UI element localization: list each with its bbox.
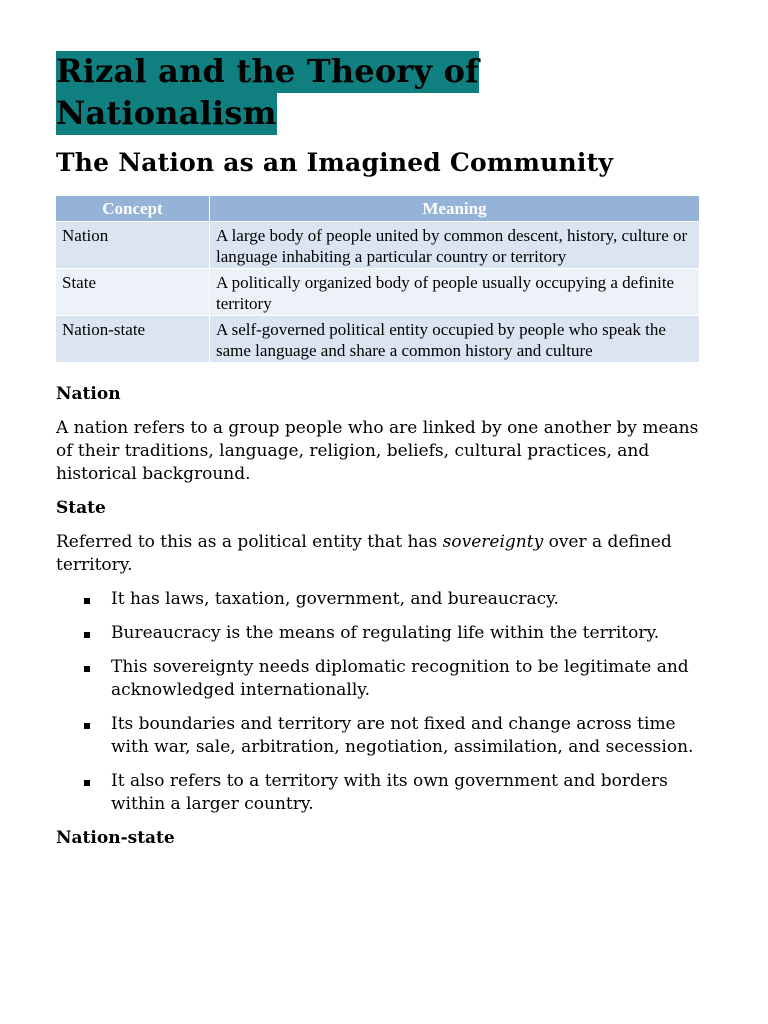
document-title — [56, 50, 716, 134]
table-row — [56, 316, 699, 363]
table-header-row — [56, 196, 699, 222]
nation-state-heading: Nation-state — [56, 828, 175, 848]
document-subtitle: The Nation as an Imagined Community — [56, 148, 614, 177]
state-body-start: Referred to this as a political entity that has — [56, 532, 443, 552]
concept-table — [56, 196, 699, 363]
list-item-text: Its boundaries and territory are not fixed and change across time with war, sale, arbitration, negotiation, assimilation, and secession. — [111, 714, 694, 757]
nation-state-section — [56, 827, 716, 850]
list-item-text: This sovereignty needs diplomatic recognition to be legitimate and acknowledged internationally. — [111, 657, 689, 700]
state-body-end: over a defined territory. — [56, 532, 672, 575]
header-concept: Concept — [56, 196, 210, 222]
concept-cell: State — [56, 269, 210, 316]
header-meaning: Meaning — [210, 196, 700, 222]
list-item — [56, 770, 716, 816]
table-row — [56, 269, 699, 316]
document-page — [56, 50, 716, 850]
list-item-text: It also refers to a territory with its own government and borders within a larger country. — [111, 771, 668, 814]
state-body — [56, 531, 716, 577]
title-line-1: Rizal and the Theory of — [56, 51, 479, 93]
meaning-cell: A politically organized body of people usually occupying a definite territory — [210, 269, 700, 316]
bullet-square-icon — [84, 780, 90, 786]
table-row — [56, 222, 699, 269]
list-item — [56, 713, 716, 759]
list-item — [56, 588, 716, 611]
list-item — [56, 656, 716, 702]
bullet-square-icon — [84, 723, 90, 729]
state-bullet-list — [56, 588, 716, 816]
state-section — [56, 497, 716, 816]
title-line-2: Nationalism — [56, 93, 277, 135]
concept-cell: Nation — [56, 222, 210, 269]
concept-cell: Nation-state — [56, 316, 210, 363]
meaning-cell: A self-governed political entity occupied by people who speak the same language and share a common history and culture — [210, 316, 700, 363]
bullet-square-icon — [84, 598, 90, 604]
list-item-text: It has laws, taxation, government, and bureaucracy. — [111, 589, 559, 609]
list-item — [56, 622, 716, 645]
nation-heading: Nation — [56, 384, 121, 404]
state-body-emphasis: sovereignty — [442, 532, 544, 552]
nation-section — [56, 383, 716, 486]
state-heading: State — [56, 498, 106, 518]
bullet-square-icon — [84, 632, 90, 638]
list-item-text: Bureaucracy is the means of regulating life within the territory. — [111, 623, 660, 643]
nation-body: A nation refers to a group people who are linked by one another by means of their traditions, language, religion, beliefs, cultural practices, and historical background. — [56, 418, 699, 484]
meaning-cell: A large body of people united by common descent, history, culture or language inhabiting a particular country or territory — [210, 222, 700, 269]
bullet-square-icon — [84, 666, 90, 672]
